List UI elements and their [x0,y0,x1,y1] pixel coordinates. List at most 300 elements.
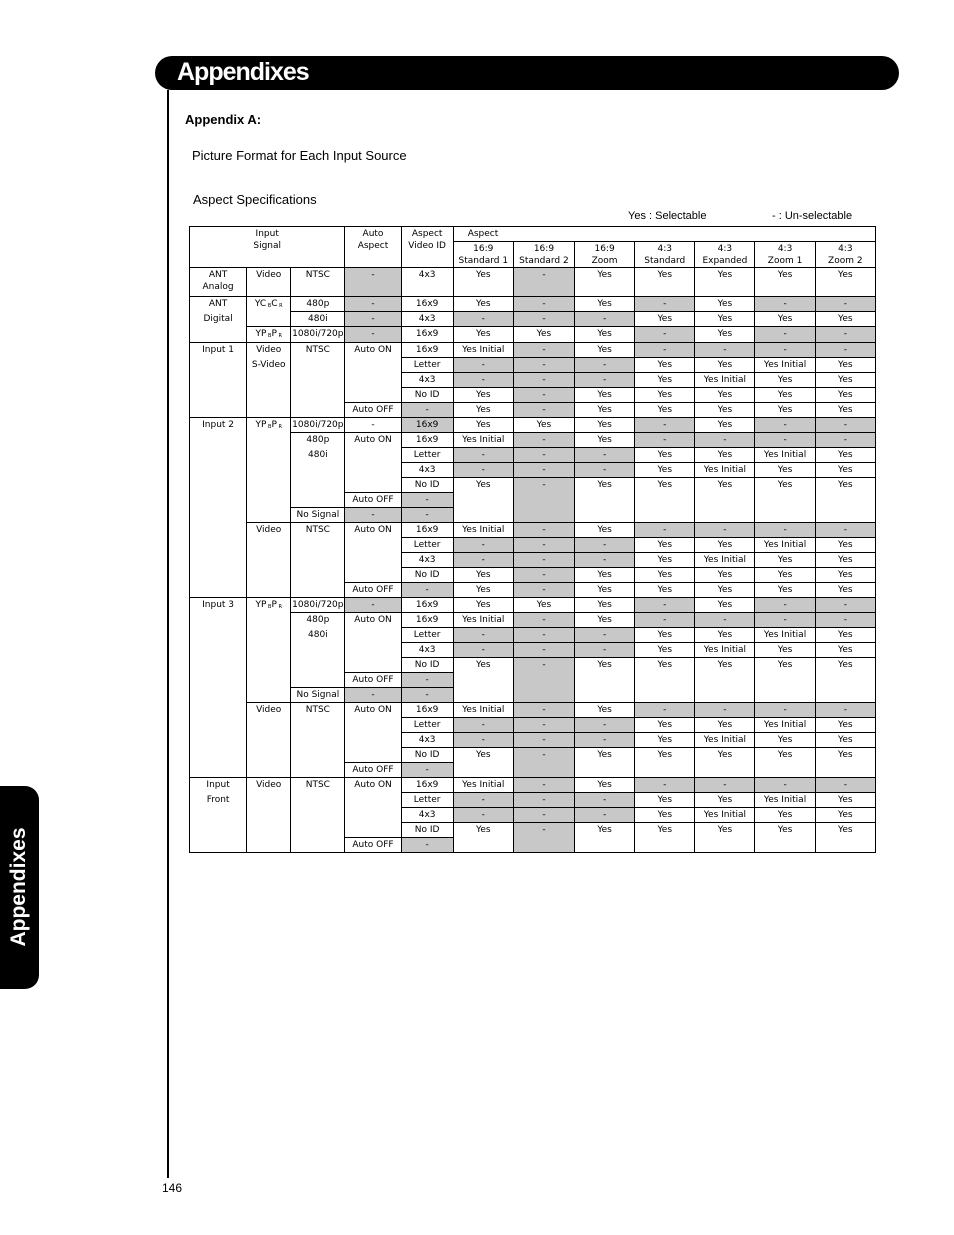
table-cell: Yes [695,448,755,463]
table-cell: Yes [695,358,755,373]
table-cell: - [513,358,574,373]
table-cell: - [513,703,574,718]
table-cell: - [695,778,755,793]
header-aspect-videoid: Aspect Video ID [401,227,453,268]
table-cell: Yes [453,748,513,778]
mode-header: 4:3 Standard [635,242,695,268]
table-row [190,418,876,433]
table-cell: - [453,733,513,748]
mode-header: 4:3 Zoom 2 [815,242,875,268]
table-cell: Yes [635,658,695,703]
table-cell: Auto OFF [345,838,401,853]
table-cell: - [635,703,695,718]
table-cell: Yes [695,312,755,327]
table-cell: - [575,718,635,733]
table-cell: Yes [755,733,815,748]
table-row [190,433,876,448]
table-cell: Yes [755,478,815,523]
table-cell: Yes [815,463,875,478]
table-cell: Yes Initial [755,358,815,373]
table-cell: - [635,523,695,538]
table-cell: - [401,688,453,703]
table-cell: - [453,643,513,658]
table-cell: Yes [635,373,695,388]
table-cell: Yes [755,312,815,327]
table-cell: Yes [635,403,695,418]
table-cell: Yes [575,658,635,703]
table-row [190,327,876,343]
table-cell: 16x9 [401,703,453,718]
table-cell: Yes [695,538,755,553]
mode-header: 16:9 Standard 2 [513,242,574,268]
cell-input: Input 2 [190,418,247,598]
table-cell: Yes [635,568,695,583]
table-cell: Yes [815,718,875,733]
table-cell: Yes Initial [755,793,815,808]
table-cell: Yes [575,568,635,583]
table-cell: Yes [635,583,695,598]
table-cell: Auto ON [345,433,401,493]
table-cell: Yes [575,748,635,778]
table-cell: Yes [815,808,875,823]
table-cell: - [453,553,513,568]
table-cell: Yes [575,778,635,793]
table-cell: No Signal [291,688,345,703]
table-cell: Yes Initial [453,343,513,358]
table-cell: No ID [401,748,453,763]
table-cell: - [695,343,755,358]
table-cell: - [513,583,574,598]
table-cell: - [453,628,513,643]
table-cell: Yes [815,478,875,523]
table-cell: Yes [575,327,635,343]
table-row [190,268,876,297]
table-cell: Yes [575,343,635,358]
table-cell: Yes [755,748,815,778]
table-cell: - [635,343,695,358]
table-cell: 16x9 [401,598,453,613]
table-cell: Yes [635,538,695,553]
table-cell: Yes [815,358,875,373]
table-cell: Yes [755,373,815,388]
table-cell: Auto OFF [345,583,401,598]
table-cell: - [401,508,453,523]
table-cell: No ID [401,568,453,583]
table-cell: - [815,433,875,448]
table-cell: Yes Initial [755,628,815,643]
cell-input: ANT Digital [190,297,247,343]
table-cell: Yes [815,538,875,553]
appendix-heading: Appendix A: [185,112,262,127]
legend-selectable: Yes : Selectable [628,210,707,222]
table-cell: Letter [401,538,453,553]
table-cell: No ID [401,823,453,838]
table-cell: Yes [815,448,875,463]
table-cell: Video S-Video [247,343,291,418]
table-cell: Auto OFF [345,493,401,508]
table-cell: Yes [695,327,755,343]
header-aspect-group: Aspect [453,227,875,242]
table-cell: - [635,613,695,628]
table-cell: Letter [401,793,453,808]
table-cell: Yes [695,583,755,598]
table-cell: Yes [635,718,695,733]
table-cell: - [575,448,635,463]
table-cell: Yes [755,823,815,853]
table-cell: Auto ON [345,703,401,763]
table-cell: - [513,373,574,388]
table-cell: Yes [695,418,755,433]
table-cell: Yes [695,658,755,703]
table-cell: Yes [575,418,635,433]
table-cell: - [513,658,574,703]
table-cell: Yes Initial [453,778,513,793]
table-cell: - [635,433,695,448]
table-cell: - [635,297,695,312]
table-cell: Yes [575,403,635,418]
banner-title: Appendixes [177,58,309,86]
table-cell: Yes [815,643,875,658]
table-cell: - [575,808,635,823]
table-cell: - [695,523,755,538]
table-cell: YC BC R [247,297,291,327]
table-cell: No Signal [291,508,345,523]
table-cell: - [513,478,574,523]
table-cell: Yes [453,327,513,343]
table-cell: - [513,448,574,463]
table-cell: Auto OFF [345,403,401,418]
table-cell: Yes [575,297,635,312]
table-cell: Yes [695,268,755,297]
table-cell: Yes [695,568,755,583]
table-cell: - [695,703,755,718]
table-cell: - [345,418,401,433]
table-cell: 1080i/720p [291,418,345,433]
table-cell: Yes [815,373,875,388]
table-cell: Yes Initial [755,538,815,553]
side-tab [0,786,39,989]
table-cell: - [575,312,635,327]
table-cell: Video [247,523,291,598]
table-cell: Yes [695,297,755,312]
page-number: 146 [162,1181,183,1195]
table-cell: Video [247,778,291,853]
table-cell: - [513,733,574,748]
table-cell: - [513,778,574,793]
table-cell: Yes [755,388,815,403]
table-cell: - [755,327,815,343]
table-cell: Yes [635,748,695,778]
table-cell: Yes [815,733,875,748]
table-cell: - [755,703,815,718]
table-cell: Yes [815,403,875,418]
table-cell: - [513,808,574,823]
table-cell: Yes [635,312,695,327]
table-header-row [190,227,876,242]
table-cell: Yes [755,583,815,598]
table-cell: - [401,583,453,598]
table-cell: - [635,778,695,793]
table-cell: Letter [401,718,453,733]
table-cell: Yes [575,268,635,297]
table-cell: Yes [695,748,755,778]
table-cell: YP BP R [247,598,291,703]
table-cell: Yes [755,568,815,583]
table-cell: Yes [695,718,755,733]
table-cell: Yes Initial [453,523,513,538]
table-cell: Yes [755,553,815,568]
aspect-spec-title: Aspect Specifications [193,192,317,207]
table-cell: - [815,523,875,538]
table-cell: Yes Initial [695,463,755,478]
section-subtitle: Picture Format for Each Input Source [192,148,407,163]
table-cell: NTSC [291,778,345,853]
table-cell: Auto ON [345,523,401,583]
table-cell: 480p 480i [291,433,345,508]
table-cell: - [755,297,815,312]
table-cell: - [453,358,513,373]
table-cell: - [755,598,815,613]
table-cell: Yes [635,358,695,373]
table-cell: 4x3 [401,268,453,297]
table-cell: - [513,538,574,553]
table-cell: Yes [453,823,513,853]
table-cell: Yes [695,388,755,403]
table-cell: Video [247,268,291,297]
table-cell: NTSC [291,268,345,297]
table-cell: Yes [755,463,815,478]
table-cell: - [513,523,574,538]
table-cell: Yes [575,433,635,448]
table-cell: Yes [635,463,695,478]
cell-input: Input Front [190,778,247,853]
table-cell: Yes Initial [695,553,755,568]
table-cell: - [575,628,635,643]
mode-header: 4:3 Zoom 1 [755,242,815,268]
table-cell: - [513,823,574,853]
table-cell: - [575,643,635,658]
table-body [190,227,876,853]
table-cell: Yes [575,388,635,403]
table-cell: Yes Initial [453,703,513,718]
side-tab-label: Appendixes [7,827,30,947]
table-cell: Yes [453,478,513,523]
table-cell: - [815,613,875,628]
table-cell: 4x3 [401,373,453,388]
mode-header: 4:3 Expanded [695,242,755,268]
mode-header: 16:9 Zoom [575,242,635,268]
table-cell: - [575,373,635,388]
legend-unselectable: - : Un-selectable [772,210,853,222]
table-cell: - [453,463,513,478]
table-cell: - [513,433,574,448]
header-input-signal: Input Signal [190,227,345,268]
table-cell: - [401,838,453,853]
table-cell: Yes [453,297,513,312]
table-cell: Yes [815,628,875,643]
table-cell: YP BP R [247,327,291,343]
table-cell: Letter [401,358,453,373]
table-cell: - [453,448,513,463]
table-cell: Yes [453,418,513,433]
table-cell: - [513,463,574,478]
table-cell: - [345,297,401,312]
table-cell: Yes [815,312,875,327]
table-cell: Yes [513,598,574,613]
table-cell: Yes [815,793,875,808]
table-cell: - [513,312,574,327]
table-cell: No ID [401,478,453,493]
table-cell: Yes [453,388,513,403]
table-cell: Yes [695,628,755,643]
table-cell: Yes [635,268,695,297]
table-cell: Yes [513,418,574,433]
table-cell: - [695,433,755,448]
table-cell: Yes [575,523,635,538]
table-cell: - [513,268,574,297]
table-cell: - [755,433,815,448]
table-row [190,703,876,718]
table-cell: - [575,553,635,568]
cell-input: Input 1 [190,343,247,418]
table-cell: Video [247,703,291,778]
table-cell: - [453,312,513,327]
table-cell: Letter [401,628,453,643]
table-cell: 1080i/720p [291,598,345,613]
table-cell: Yes [635,823,695,853]
table-cell: - [635,418,695,433]
table-cell: - [345,327,401,343]
table-cell: Yes [815,388,875,403]
table-cell: Yes Initial [453,433,513,448]
mode-header: 16:9 Standard 1 [453,242,513,268]
table-cell: Yes [575,703,635,718]
aspect-spec-table [189,226,876,853]
table-cell: - [513,388,574,403]
table-cell: 16x9 [401,418,453,433]
table-cell: - [755,778,815,793]
table-cell: - [513,553,574,568]
table-cell: - [513,748,574,778]
table-cell: Yes [575,478,635,523]
table-cell: 4x3 [401,312,453,327]
table-cell: - [453,373,513,388]
table-cell: - [635,327,695,343]
table-cell: 16x9 [401,778,453,793]
table-cell: - [513,568,574,583]
table-cell: Yes [815,658,875,703]
table-cell: Yes [695,403,755,418]
table-cell: - [513,643,574,658]
table-cell: Yes Initial [755,448,815,463]
table-cell: - [453,808,513,823]
table-cell: Yes [815,568,875,583]
table-cell: - [513,403,574,418]
table-cell: NTSC [291,703,345,778]
table-cell: - [815,418,875,433]
table-cell: Yes [695,823,755,853]
table-cell: Yes [635,553,695,568]
table-cell: Yes [815,823,875,853]
table-cell: - [453,718,513,733]
table-cell: Yes [755,268,815,297]
table-cell: Yes [815,268,875,297]
table-cell: 4x3 [401,463,453,478]
table-cell: - [635,598,695,613]
table-cell: - [345,688,401,703]
table-cell: - [575,538,635,553]
table-cell: Yes [453,658,513,703]
table-cell: Yes [755,808,815,823]
table-cell: Yes [635,628,695,643]
table-cell: Yes [453,598,513,613]
cell-input: ANT Analog [190,268,247,297]
table-cell: Yes Initial [695,808,755,823]
table-cell: - [575,733,635,748]
table-cell: Yes [695,478,755,523]
table-cell: Yes [815,748,875,778]
table-cell: Yes [635,793,695,808]
table-cell: - [755,523,815,538]
table-cell: - [815,343,875,358]
table-cell: Yes [755,643,815,658]
table-row [190,297,876,312]
table-cell: Yes [635,733,695,748]
table-cell: - [345,312,401,327]
table-cell: - [575,463,635,478]
table-cell: 16x9 [401,327,453,343]
table-cell: - [575,793,635,808]
table-cell: - [513,613,574,628]
table-cell: - [401,673,453,688]
table-cell: No ID [401,388,453,403]
table-cell: Yes Initial [695,643,755,658]
table-cell: Auto ON [345,613,401,673]
header-auto-aspect: Auto Aspect [345,227,401,268]
table-cell: - [453,793,513,808]
table-cell: - [513,793,574,808]
table-row [190,613,876,628]
table-cell: 16x9 [401,343,453,358]
table-cell: 16x9 [401,297,453,312]
table-cell: Yes [635,448,695,463]
margin-rule [167,90,169,1178]
table-cell: - [815,297,875,312]
table-cell: - [345,598,401,613]
table-cell: - [815,327,875,343]
table-cell: Yes Initial [695,373,755,388]
table-cell: 480p [291,297,345,312]
table-cell: - [575,358,635,373]
table-cell: Yes Initial [453,613,513,628]
table-cell: Yes Initial [755,718,815,733]
table-cell: - [453,538,513,553]
table-cell: NTSC [291,343,345,418]
table-cell: - [513,343,574,358]
table-cell: No ID [401,658,453,673]
table-cell: 1080i/720p [291,327,345,343]
table-cell: 4x3 [401,733,453,748]
table-cell: Yes [453,403,513,418]
table-row [190,343,876,358]
table-row [190,778,876,793]
table-cell: 4x3 [401,553,453,568]
table-cell: Yes [575,823,635,853]
table-cell: Yes [815,583,875,598]
table-cell: 480i [291,312,345,327]
table-cell: Auto ON [345,778,401,838]
table-cell: - [401,403,453,418]
